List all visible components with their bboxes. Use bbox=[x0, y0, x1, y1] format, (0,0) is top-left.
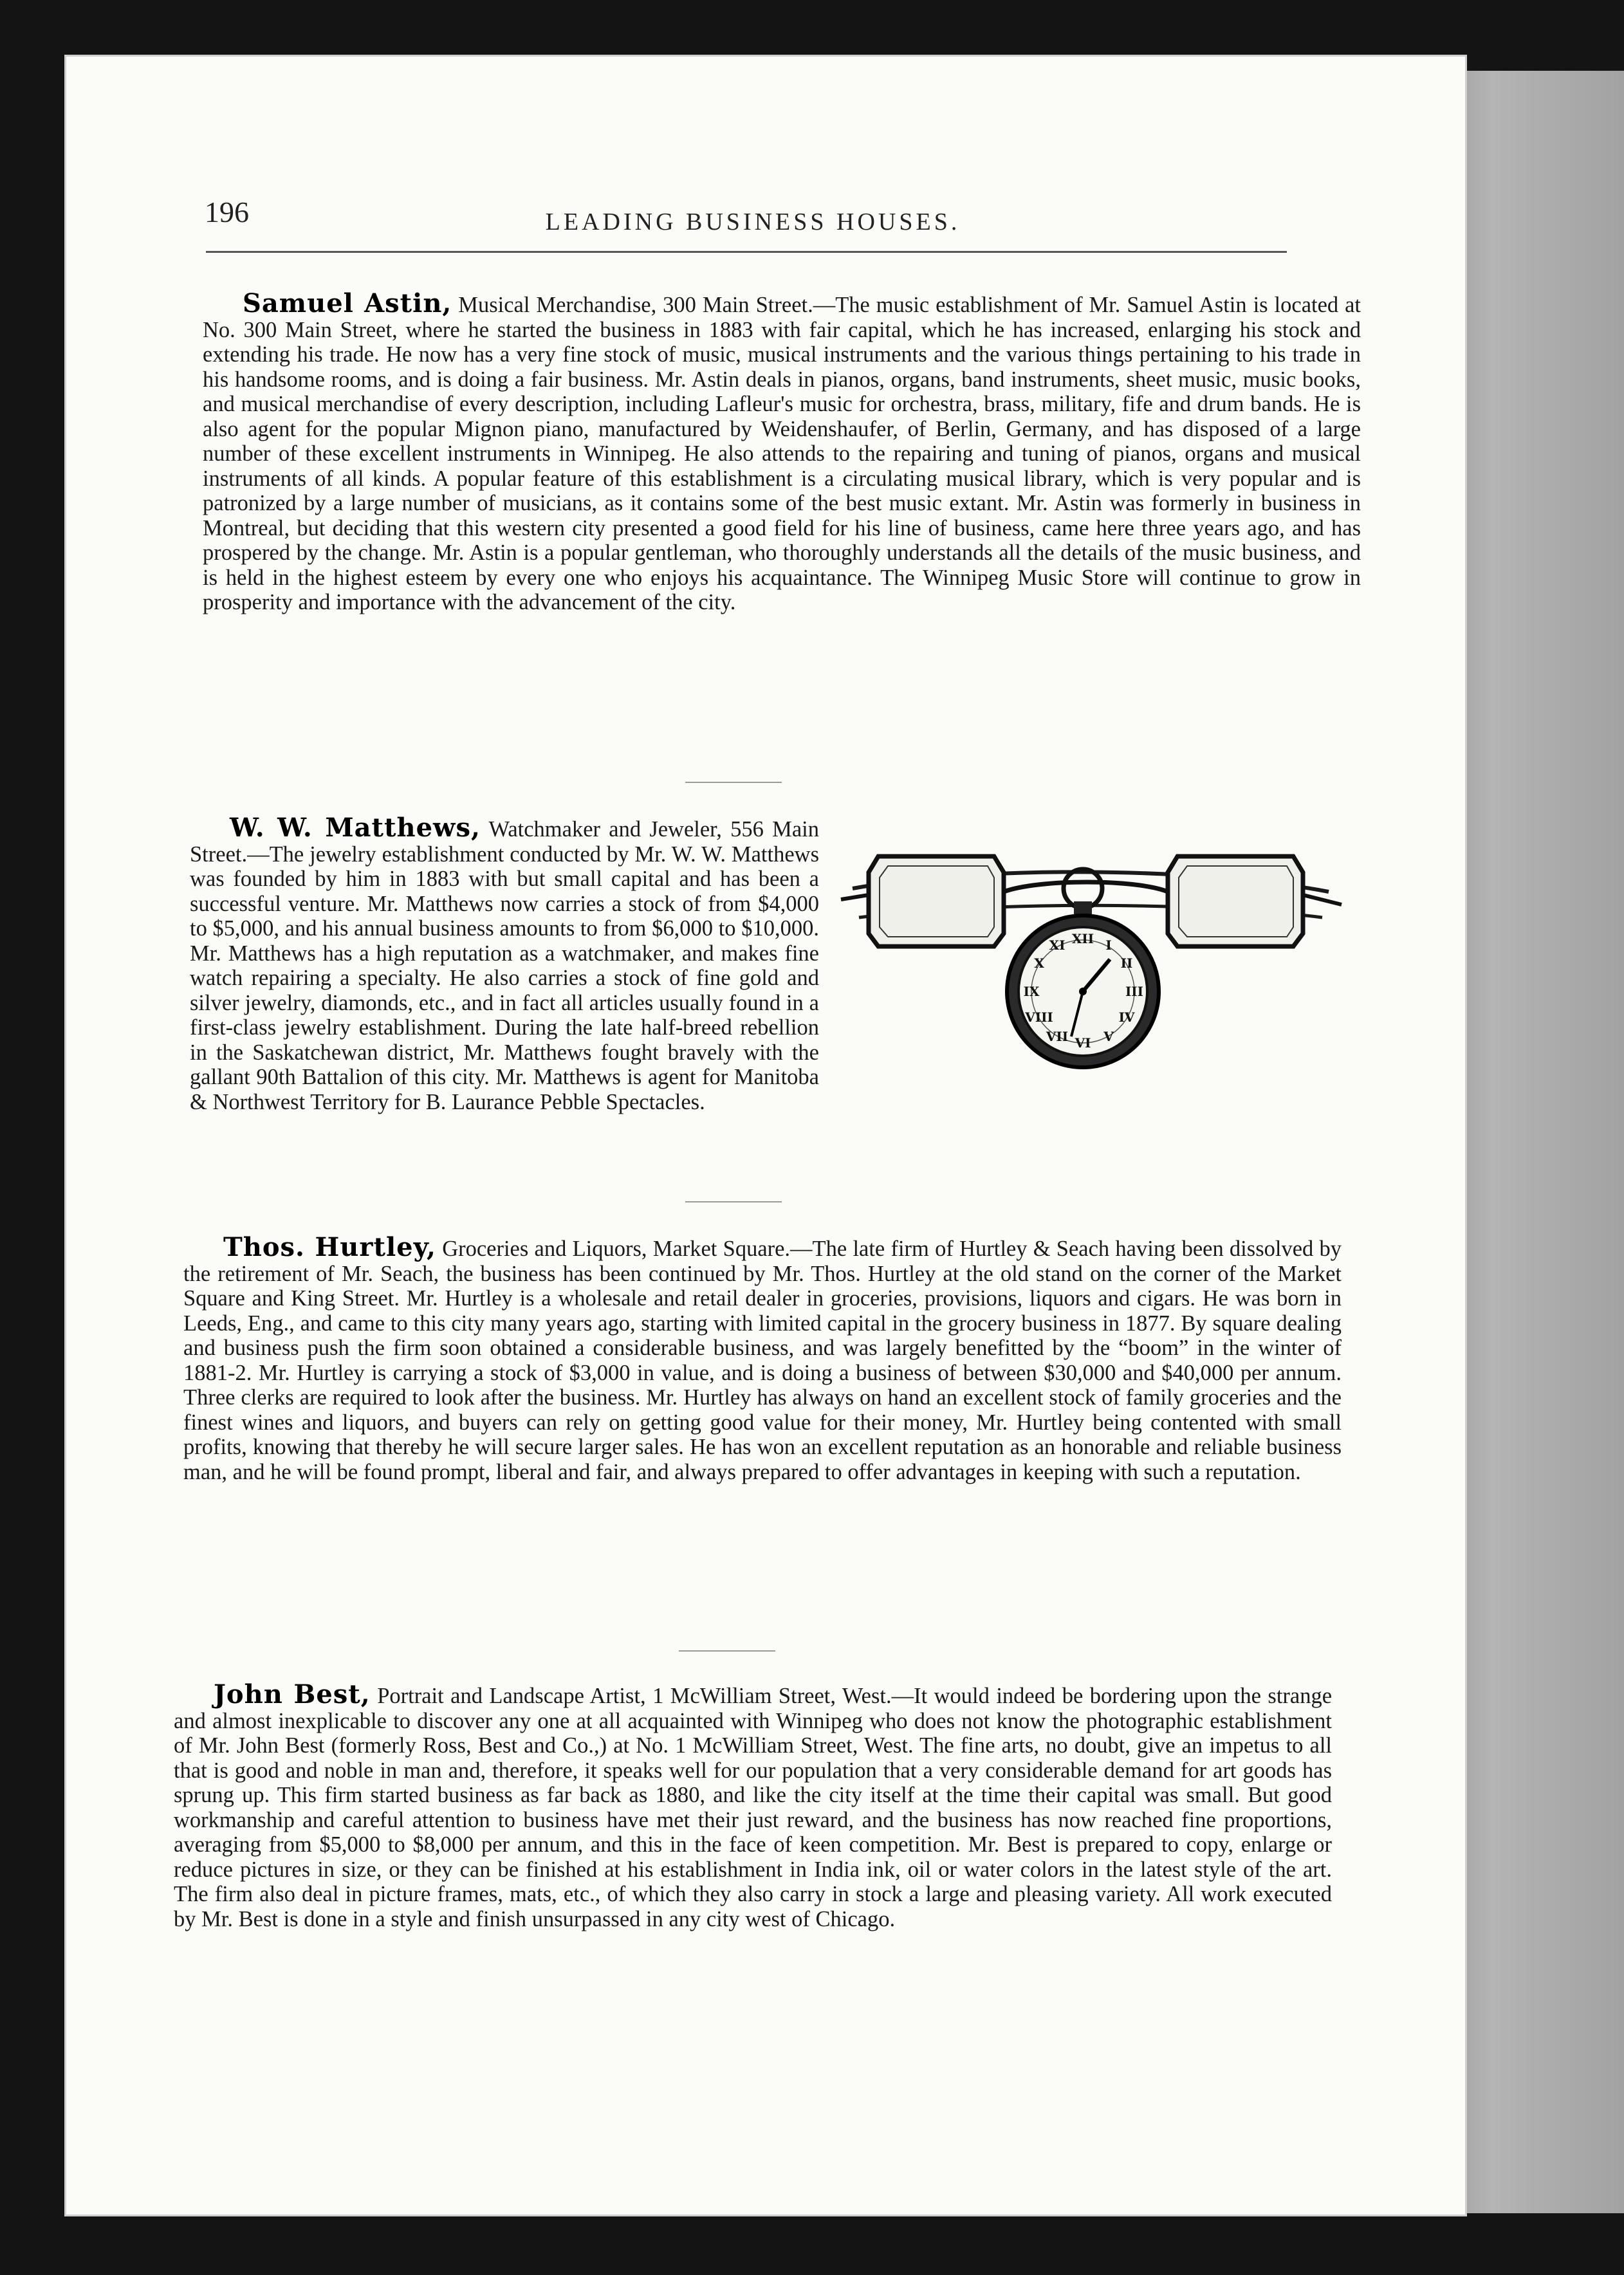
svg-text:VIII: VIII bbox=[1025, 1009, 1053, 1025]
section-divider bbox=[685, 1201, 782, 1202]
book-page bbox=[64, 55, 1467, 2216]
svg-text:IV: IV bbox=[1118, 1009, 1135, 1025]
firm-name: W. W. Matthews, bbox=[230, 813, 481, 843]
svg-text:VII: VII bbox=[1046, 1029, 1069, 1044]
entry-samuel-astin bbox=[203, 288, 1361, 615]
firm-name: Samuel Astin, bbox=[243, 288, 452, 318]
svg-text:XII: XII bbox=[1071, 931, 1094, 946]
firm-name: Thos. Hurtley, bbox=[223, 1232, 436, 1262]
firm-name: John Best, bbox=[214, 1679, 371, 1709]
svg-text:IX: IX bbox=[1023, 984, 1040, 999]
svg-text:II: II bbox=[1120, 955, 1133, 971]
entry-text: Musical Merchandise, 300 Main Street.—The music establishment of Mr. Samuel Astin is located at No. 300 Main Street, where he started the business in 1883 with fair capital, which he has increased, enlarging his stock and extending his trade. He now has a very fine stock of music, musical instruments and the various things pertaining to his trade in his handsome rooms, and is doing a fair business. Mr. Astin deals in pianos, organs, band instruments, sheet music, music books, and musical merchandise of every description, including Lafleur's music for orchestra, brass, military, fife and drum bands. He is also agent for the popular Mignon piano, manufactured by Weidenshaufer, of Berlin, Germany, and has disposed of a large number of these excellent instruments in Winnipeg. He also attends to the repairing and tuning of pianos, organs and musical instruments of all kinds. A popular feature of this establishment is a circulating musical library, which is very popular and is patronized by a large number of musicians, as it contains some of the best music extant. Mr. Astin was formerly in business in Montreal, but deciding that this western city presented a good field for his line of business, came here three years ago, and has prospered by the change. Mr. Astin is a popular gentleman, who thoroughly understands all the details of the music business, and is held in the highest esteem by every one who enjoys his acquaintance. The Winnipeg Music Store will continue to grow in prosperity and importance with the advancement of the city. bbox=[203, 293, 1361, 614]
spectacles-and-pocket-watch-icon bbox=[833, 821, 1348, 1078]
running-title: LEADING BUSINESS HOUSES. bbox=[545, 208, 961, 235]
entry-thos-hurtley bbox=[183, 1232, 1342, 1484]
section-divider bbox=[679, 1650, 775, 1652]
header-rule bbox=[206, 251, 1287, 253]
entry-text: Portrait and Landscape Artist, 1 McWilliam Street, West.—It would indeed be bordering upon the strange and almost inexplicable to discover any one at all acquainted with Winnipeg who does not know the photographic establishment of Mr. John Best (formerly Ross, Best and Co.,) at No. 1 McWilliam Street, West. The fine arts, no doubt, give an impetus to all that is good and noble in man and, therefore, it speaks well for our population that a very considerable demand for art goods has sprung up. This firm started business as far back as 1880, and like the city itself at the time their capital was small. But good workmanship and careful attention to business have met their just reward, and the business has now reached fine proportions, averaging from $5,000 to $8,000 per annum, and this in the face of keen competition. Mr. Best is prepared to copy, enlarge or reduce pictures in size, or they can be finished at his establishment in India ink, oil or water colors in the latest style of the art. The firm also deal in picture frames, mats, etc., of which they also carry in stock a large and pleasing variety. All work executed by Mr. Best is done in a style and finish unsurpassed in any city west of Chicago. bbox=[174, 1684, 1333, 1931]
svg-text:X: X bbox=[1034, 955, 1044, 971]
svg-text:XI: XI bbox=[1049, 937, 1066, 953]
entry-john-best bbox=[174, 1679, 1333, 1931]
entry-w-w-matthews bbox=[190, 813, 1348, 1114]
svg-text:VI: VI bbox=[1075, 1035, 1091, 1051]
svg-text:I: I bbox=[1105, 937, 1112, 953]
page-number: 196 bbox=[205, 196, 249, 228]
entry-text: Watchmaker and Jeweler, 556 Main Street.—The jewelry establishment conducted by Mr. W. W. Matthews was founded by him in 1883 with but small capital and has been a successful venture. Mr. Matthews now carries a stock of from $4,000 to $5,000, and his annual business amounts to from $6,000 to $10,000. Mr. Matthews has a high reputation as a watchmaker, and makes fine watch repairing a specialty. He also carries a stock of fine gold and silver jewelry, diamonds, etc., and in fact all articles usually found in a first-class jewelry establishment. During the late half-breed rebellion in the Saskatchewan district, Mr. Matthews fought bravely with the gallant 90th Battalion of this city. Mr. Matthews is agent for Manitoba & Northwest Territory for B. Laurance Pebble Spectacles. bbox=[190, 817, 819, 1114]
entry-text: Groceries and Liquors, Market Square.—The late firm of Hurtley & Seach having been dissolved by the retirement of Mr. Seach, the business has been continued by Mr. Thos. Hurtley at the old stand on the corner of the Market Square and King Street. Mr. Hurtley is a wholesale and retail dealer in groceries, provisions, liquors and cigars. He was born in Leeds, Eng., and came to this city many years ago, starting with limited capital in the grocery business in 1877. By square dealing and business push the firm soon obtained a considerable business, and was largely benefitted by the “boom” in the winter of 1881-2. Mr. Hurtley is carrying a stock of $3,000 in value, and is doing a business of between $30,000 and $40,000 per annum. Three clerks are required to look after the business. Mr. Hurtley has always on hand an excellent stock of family groceries and the finest wines and liquors, and buyers can rely on getting good value for their money, Mr. Hurtley being contented with small profits, knowing that thereby he will secure larger sales. He has won an excellent reputation as an honorable and reliable business man, and he will be found prompt, liberal and fair, and always prepared to offer advantages in keeping with such a reputation. bbox=[183, 1237, 1342, 1484]
svg-text:V: V bbox=[1103, 1029, 1114, 1044]
section-divider bbox=[685, 782, 782, 783]
svg-text:III: III bbox=[1125, 984, 1144, 999]
